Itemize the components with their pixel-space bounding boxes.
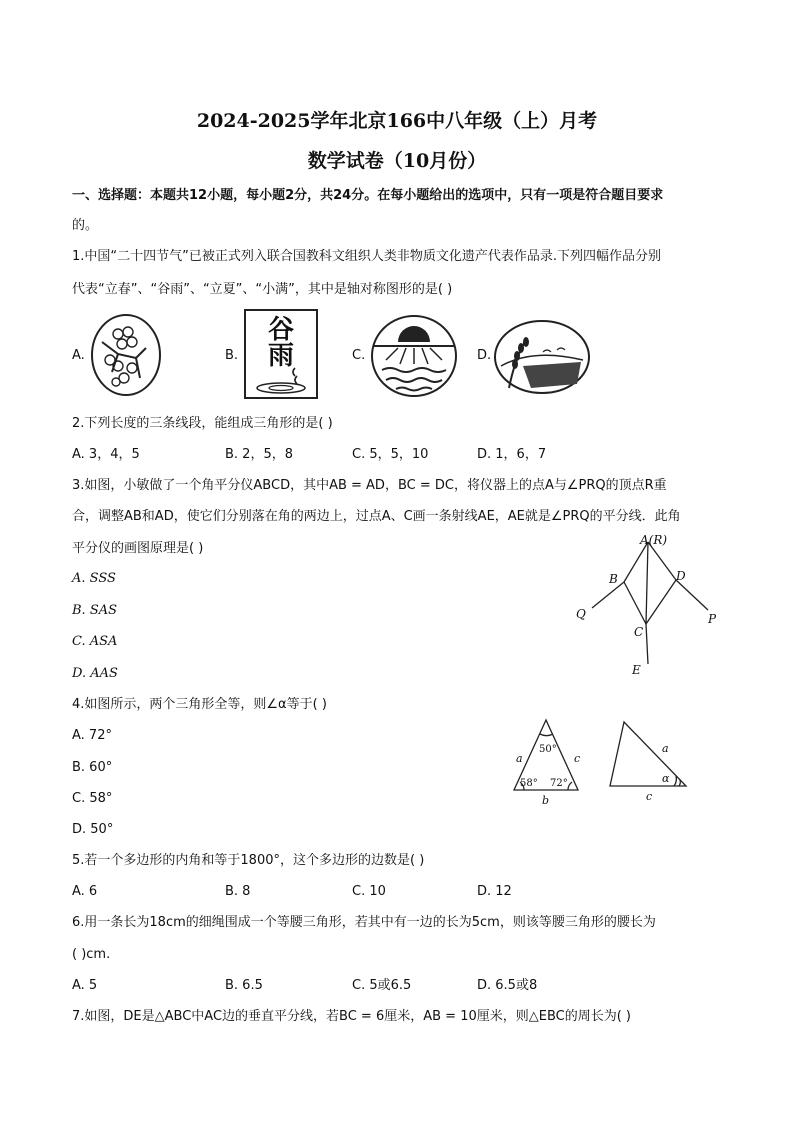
q3-stem: 3.如图，小敏做了一个角平分仪ABCD，其中AB = AD，BC = DC，将仪器上的点A与∠PRQ的顶点R重 [72,478,667,493]
q3-label-q: Q [576,607,586,621]
q6-stem-cont: ( )cm. [72,947,111,962]
q1-option-c-image [370,314,458,398]
q1-option-d-label: D. [477,348,492,363]
q4-t2-side-c: c [646,790,653,803]
q1-option-d-image [493,318,591,396]
q5-option-b: B. 8 [225,884,251,899]
q3-option-c: C. ASA [72,634,118,649]
q4-t2-side-a: a [662,742,669,755]
q1-b-char-1: 谷 [267,315,295,345]
q4-option-b: B. 60° [72,760,113,775]
exam-title: 2024-2025学年北京166中八年级（上）月考 [196,110,598,132]
q4-option-d: D. 50° [72,822,114,837]
q4-side-b: b [542,794,550,807]
q4-side-a: a [516,752,523,765]
q1-stem-cont: 代表“立春”、“谷雨”、“立夏”、“小满”，其中是轴对称图形的是( ) [72,282,453,297]
q3-label-a: A(R) [640,533,668,547]
q5-option-d: D. 12 [477,884,512,899]
q4-side-c: c [574,752,581,765]
q3-label-e: E [632,663,641,677]
q1-option-b-label: B. [225,348,239,363]
q2-option-c: C. 5，5，10 [352,447,429,462]
q5-option-a: A. 6 [72,884,98,899]
q6-option-a: A. 5 [72,978,98,993]
q3-label-d: D [676,569,686,583]
q4-angle-left: 58° [520,778,538,789]
q4-t2-alpha: α [662,772,670,785]
q3-option-a: A. SSS [72,571,116,586]
q5-stem: 5.若一个多边形的内角和等于1800°，这个多边形的边数是( ) [72,853,425,868]
q6-option-c: C. 5或6.5 [352,978,412,993]
q3-stem-cont2: 平分仪的画图原理是( ) [72,541,204,556]
section-instructions-cont: 的。 [72,218,99,233]
q4-angle-right: 72° [550,778,568,789]
q3-option-d: D. AAS [72,666,118,681]
q1-option-b-image [243,308,319,400]
section-instructions: 一、选择题：本题共12小题，每小题2分，共24分。在每小题给出的选项中，只有一项是符合题目要求 [72,188,664,203]
q1-option-a-label: A. [72,348,85,363]
q3-label-c: C [634,625,644,639]
q2-option-d: D. 1，6，7 [477,447,547,462]
q3-label-b: B [609,572,618,586]
q3-option-b: B. SAS [72,603,118,618]
q2-option-b: B. 2，5，8 [225,447,293,462]
q2-option-a: A. 3，4，5 [72,447,140,462]
q4-stem: 4.如图所示，两个三角形全等，则∠α等于( ) [72,697,327,712]
q1-option-c-label: C. [352,348,366,363]
q3-label-p: P [708,612,717,626]
q6-option-b: B. 6.5 [225,978,263,993]
q6-stem: 6.用一条长为18cm的细绳围成一个等腰三角形，若其中有一边的长为5cm，则该等腰三角形的腰长为 [72,915,656,930]
q2-stem: 2.下列长度的三条线段，能组成三角形的是( ) [72,416,333,431]
q7-stem: 7.如图，DE是△ABC中AC边的垂直平分线，若BC = 6厘米，AB = 10厘米，则△EBC的周长为( ) [72,1009,631,1024]
q3-stem-cont1: 合，调整AB和AD，使它们分别落在角的两边上，过点A、C画一条射线AE，AE就是∠PRQ的平分线．此角 [72,509,681,524]
q1-option-a-image [88,312,164,398]
q6-option-d: D. 6.5或8 [477,978,538,993]
q1-b-char-2: 雨 [267,341,295,371]
q4-option-a: A. 72° [72,728,112,743]
q4-angle-top: 50° [539,744,557,755]
q4-option-c: C. 58° [72,791,113,806]
q3-figure-angle-bisector [568,530,728,680]
q4-figure-congruent-triangles [506,712,706,812]
q1-stem: 1.中国“二十四节气”已被正式列入联合国教科文组织人类非物质文化遗产代表作品录.下列四幅作品分别 [72,249,662,264]
exam-subtitle: 数学试卷（10月份） [307,150,487,172]
q5-option-c: C. 10 [352,884,386,899]
